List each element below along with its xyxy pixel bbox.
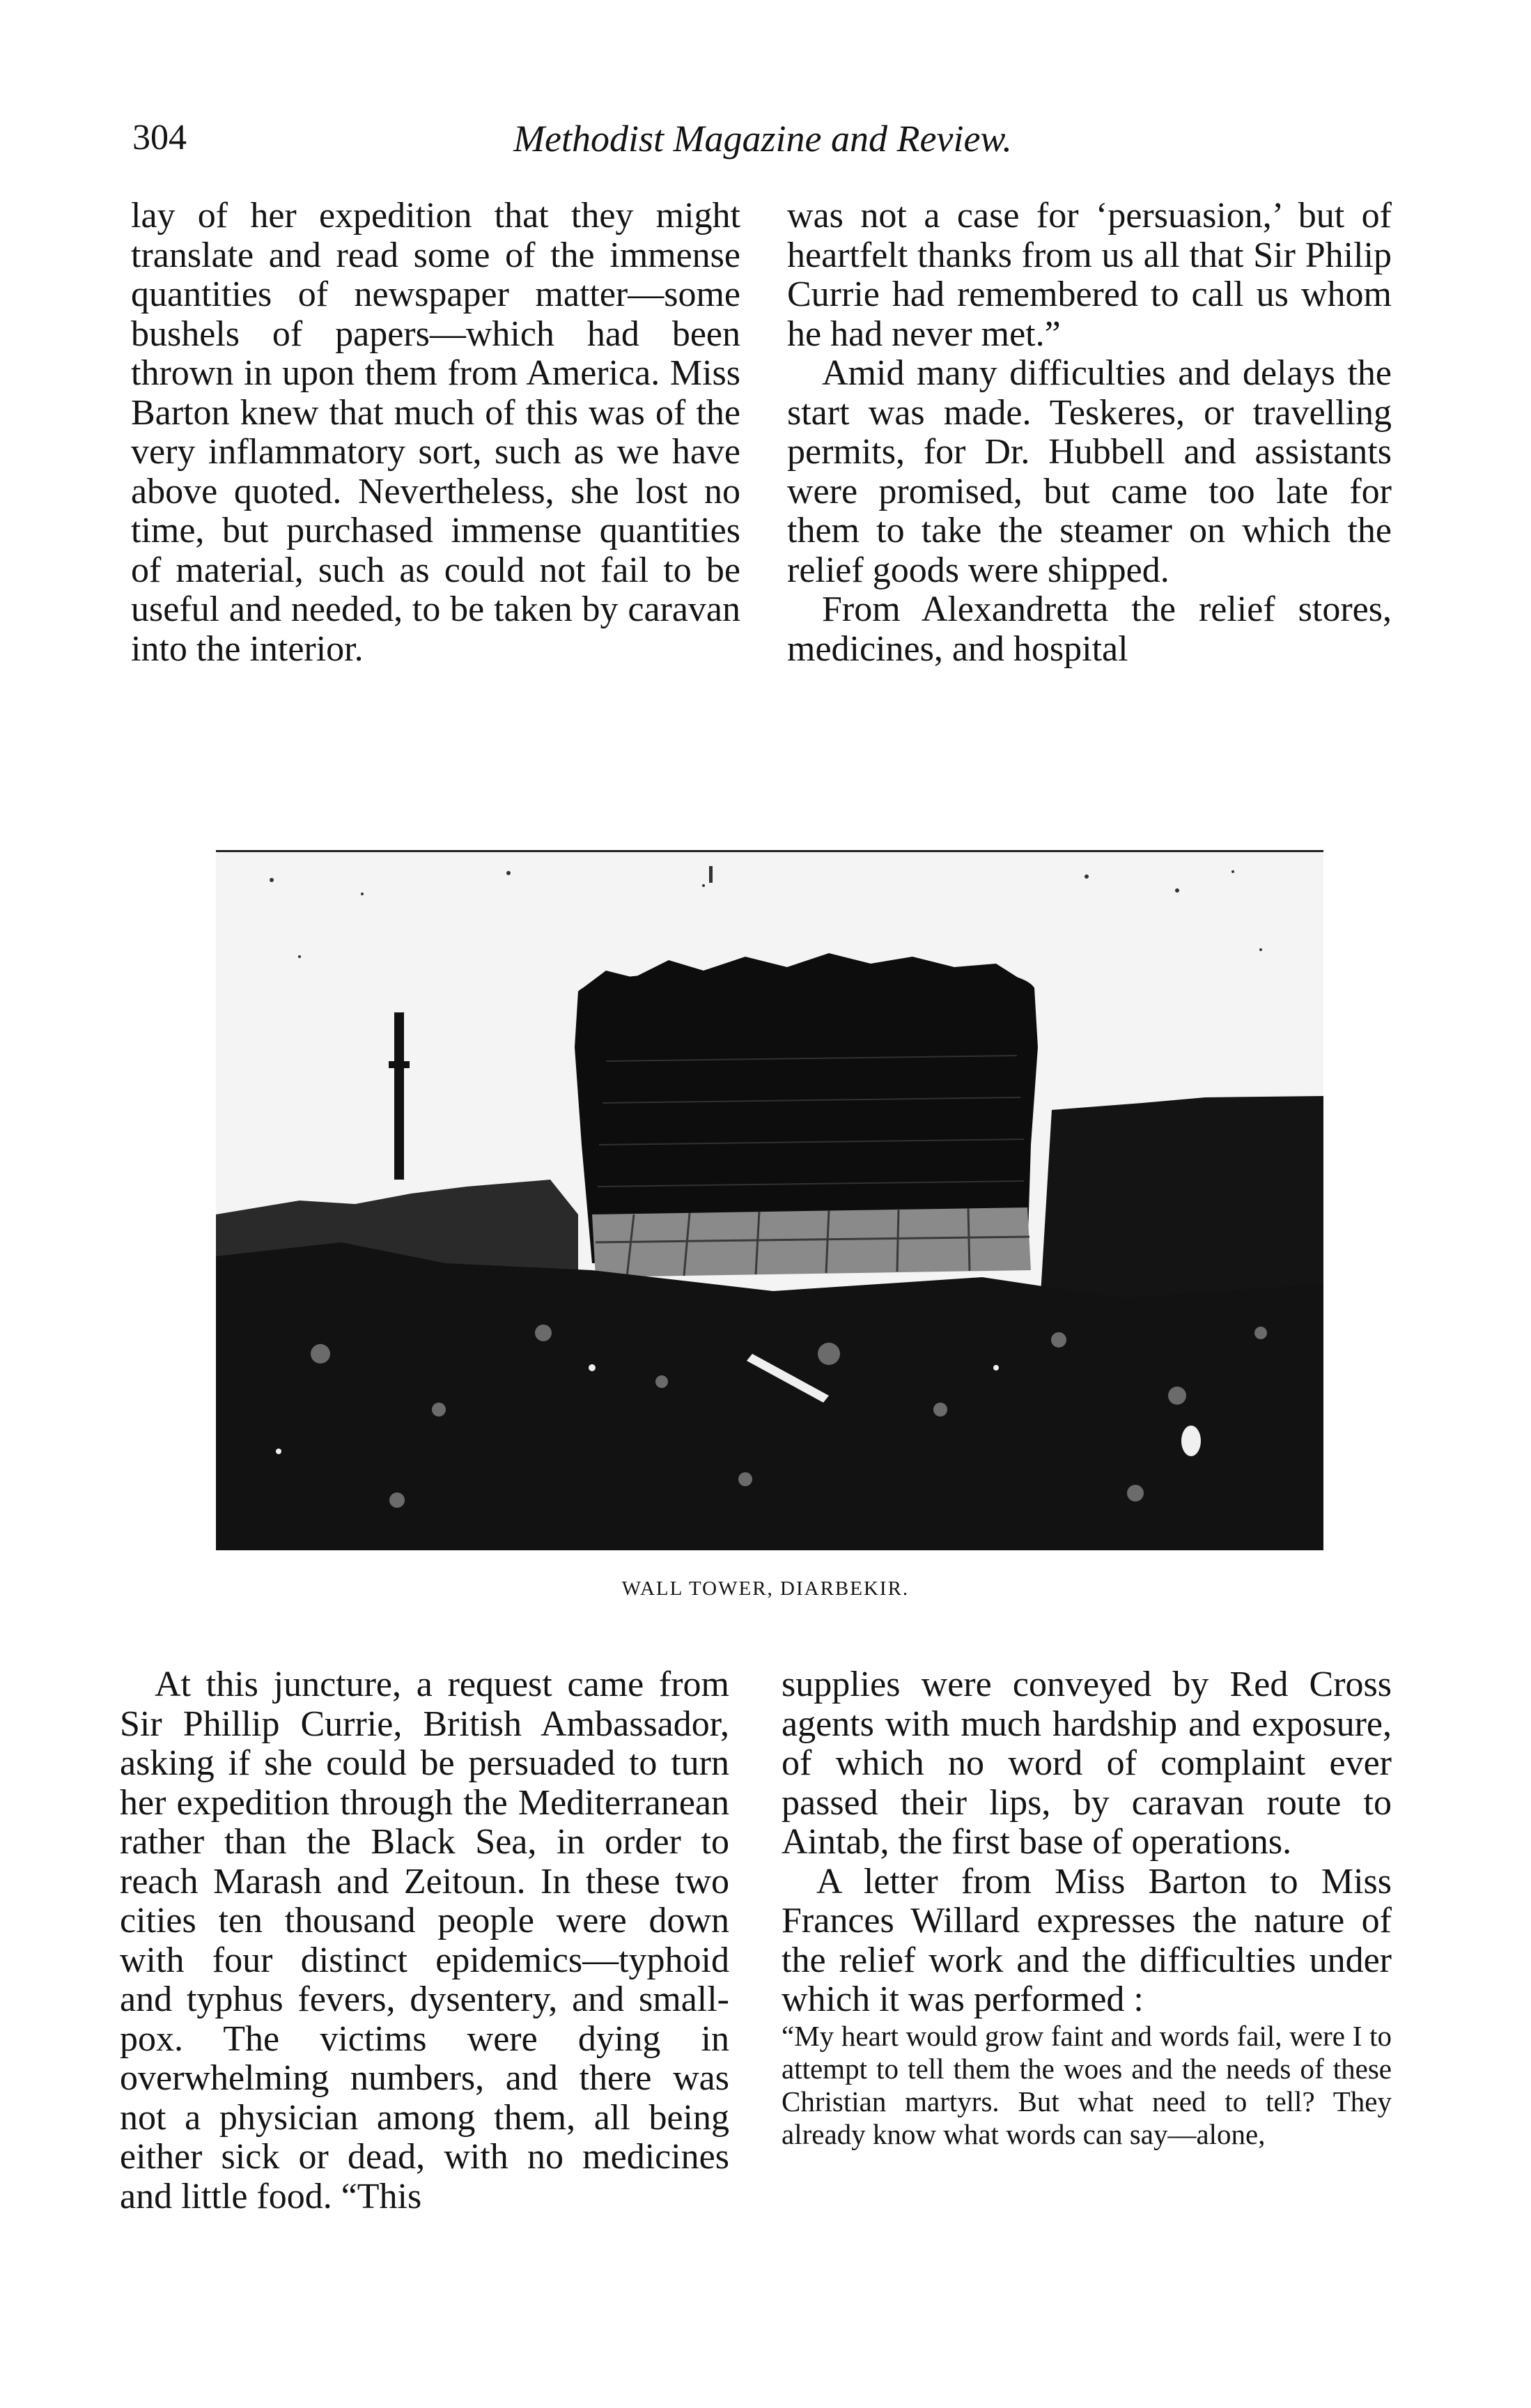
running-head [132, 117, 1393, 173]
column-top-right [787, 196, 1392, 669]
paragraph: lay of her expedition that they might translate and read some of the immense quantities of newspaper matter—some bushels of papers—which had been thrown in upon them from America. Miss Barton knew that much of this was of the very inflammatory sort, such as we have above quoted. Nevertheless, she lost no time, but purchased immense quantities of material, such as could not fail to be useful and needed, to be taken by caravan into the interior. [131, 196, 740, 669]
figure-caption: WALL TOWER, DIARBEKIR. [621, 1577, 910, 1600]
wall-tower-photograph [216, 850, 1323, 1550]
paragraph: Amid many difficulties and delays the start was made. Teskeres, or travelling permits, for Dr. Hubbell and assistants were promised, but came too late for them to take the steamer on which the relief goods were shipped. [787, 353, 1392, 590]
column-bottom-left [120, 1665, 729, 2216]
photograph-image [216, 852, 1323, 1550]
paragraph: was not a case for ‘persuasion,’ but of heartfelt thanks from us all that Sir Philip Currie had remembered to call us whom he had never met.” [787, 196, 1392, 354]
paragraph: supplies were conveyed by Red Cross agents with much hardship and exposure, of which no word of complaint ever passed their lips, by caravan route to Aintab, the first base of operations. [782, 1665, 1392, 1862]
block-quote: “My heart would grow faint and words fail, were I to attempt to tell them the woes and the needs of these Christian martyrs. But what need to tell? They already know what words can say—alone, [782, 2019, 1392, 2150]
column-top-left [131, 196, 740, 669]
column-bottom-right [782, 1665, 1392, 2151]
paragraph: At this juncture, a request came from Sir Phillip Currie, British Ambassador, asking if she could be persuaded to turn her expedition through the Mediterranean rather than the Black Sea, in order to reach Marash and Zeitoun. In these two cities ten thousand people were down with four distinct epidemics—typhoid and typhus fevers, dysentery, and small-pox. The victims were dying in overwhelming numbers, and there was not a physician among them, all being either sick or dead, with no medicines and little food. “This [120, 1665, 729, 2216]
paragraph: From Alexandretta the relief stores, medicines, and hospital [787, 589, 1392, 669]
journal-title: Methodist Magazine and Review. [513, 118, 1012, 160]
page-number: 304 [132, 118, 187, 157]
paragraph: A letter from Miss Barton to Miss Frances Willard expresses the nature of the relief work and the difficulties under which it was performed : [782, 1861, 1392, 2019]
